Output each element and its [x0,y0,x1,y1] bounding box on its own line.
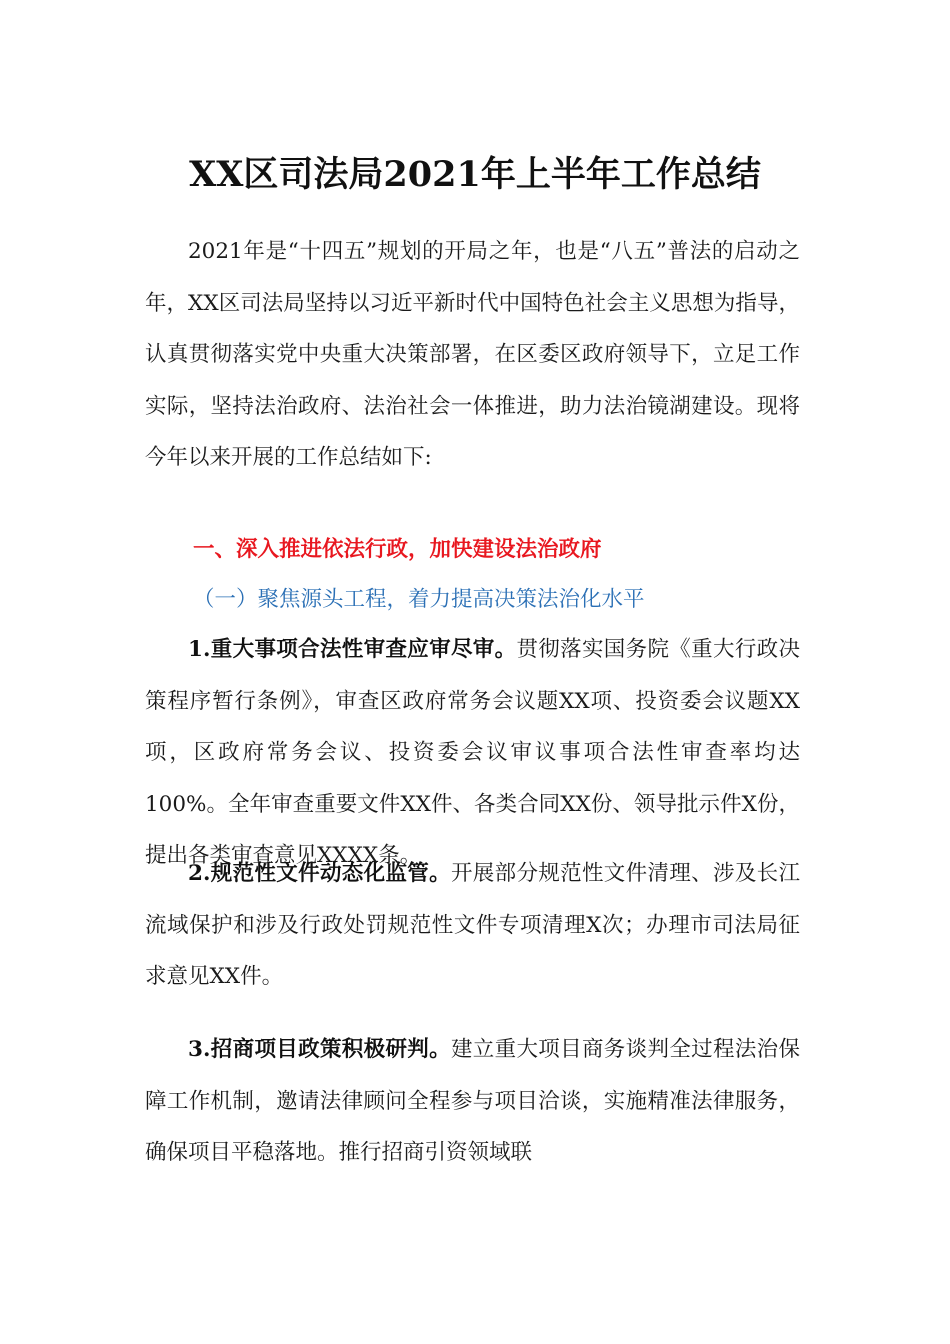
item-lead-2: 2.规范性文件动态化监管。 [188,861,451,886]
item-lead-1: 1.重大事项合法性审查应审尽审。 [188,637,517,662]
item-paragraph-2 [145,848,800,1003]
document-title: XX区司法局2021年上半年工作总结 [189,154,761,195]
item-text-2: 开展部分规范性文件清理、涉及长江流域保护和涉及行政处罚规范性文件专项清理X次；办理市司法局征求意见XX件。 [145,861,800,989]
item-text-1: 贯彻落实国务院《重大行政决策程序暂行条例》，审查区政府常务会议题XX项、投资委会议题XX项，区政府常务会议、投资委会议审议事项合法性审查率均达100%。全年审查重要文件XX件、各类合同XX份、领导批示件X份，提出各类审查意见XXXX条。 [145,637,800,868]
item-lead-3: 3.招商项目政策积极研判。 [188,1037,451,1062]
intro-paragraph [145,226,800,484]
subsection-heading: （一）聚焦源头工程，着力提高决策法治化水平 [193,587,645,612]
intro-text: 2021年是“十四五”规划的开局之年，也是“八五”普法的启动之年，XX区司法局坚持以习近平新时代中国特色社会主义思想为指导，认真贯彻落实党中央重大决策部署，在区委区政府领导下，立足工作实际，坚持法治政府、法治社会一体推进，助力法治镜湖建设。现将今年以来开展的工作总结如下: [145,239,800,470]
section-heading: 一、深入推进依法行政，加快建设法治政府 [193,537,602,562]
item-text-3: 建立重大项目商务谈判全过程法治保障工作机制，邀请法律顾问全程参与项目洽谈，实施精准法律服务，确保项目平稳落地。推行招商引资领域联 [145,1037,800,1165]
item-paragraph-1 [145,624,800,882]
item-paragraph-3 [145,1024,800,1179]
